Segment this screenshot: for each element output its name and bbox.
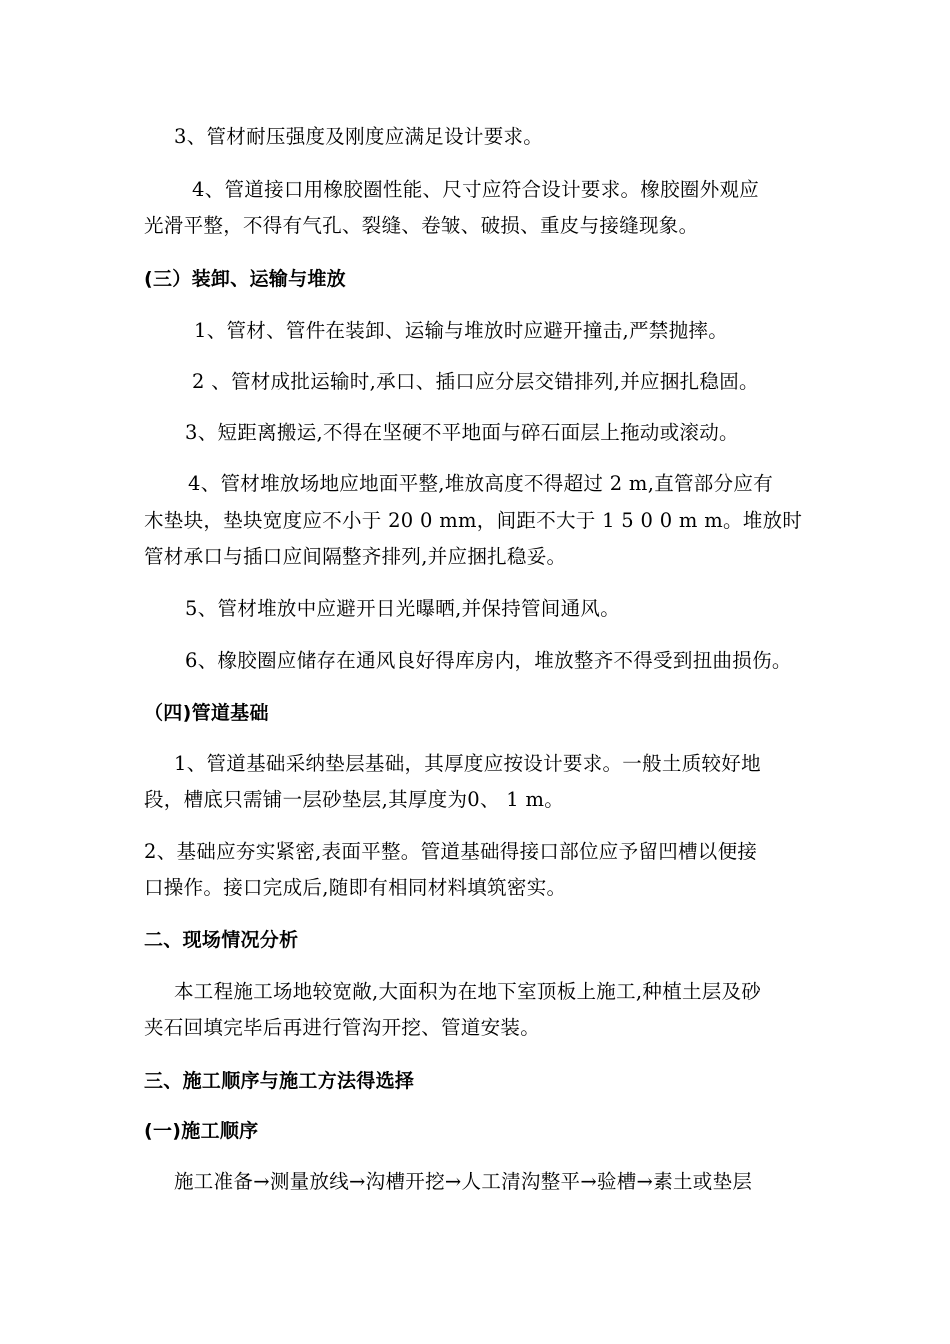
paragraph-line: 4、管道接口用橡胶圈性能、尺寸应符合设计要求。橡胶圈外观应 bbox=[192, 178, 760, 201]
section-heading: (三）装卸、运输与堆放 bbox=[144, 268, 346, 290]
paragraph-line: 夹石回填完毕后再进行管沟开挖、管道安装。 bbox=[144, 1016, 541, 1039]
paragraph-line: 光滑平整，不得有气孔、裂缝、卷皱、破损、重皮与接缝现象。 bbox=[144, 214, 699, 237]
section-heading: 三、施工顺序与施工方法得选择 bbox=[144, 1070, 415, 1092]
paragraph-line: 本工程施工场地较宽敞,大面积为在地下室顶板上施工,种植土层及砂 bbox=[174, 980, 762, 1003]
paragraph-line: 施工准备→测量放线→沟槽开挖→人工清沟整平→验槽→素土或垫层 bbox=[174, 1170, 753, 1193]
paragraph-line: 管材承口与插口应间隔整齐排列,并应捆扎稳妥。 bbox=[144, 545, 567, 568]
paragraph-line: 2 、管材成批运输时,承口、插口应分层交错排列,并应捆扎稳固。 bbox=[192, 370, 759, 393]
paragraph-line: 段，槽底只需铺一层砂垫层,其厚度为0、 1 m。 bbox=[144, 788, 565, 811]
paragraph-line: 口操作。接口完成后,随即有相同材料填筑密实。 bbox=[144, 876, 567, 899]
paragraph-line: 1、管材、管件在装卸、运输与堆放时应避开撞击,严禁抛摔。 bbox=[194, 319, 729, 342]
paragraph-line: 木垫块，垫块宽度应不小于 20 0 mm，间距不大于 1 5 0 0 m m。堆放时 bbox=[144, 509, 803, 532]
paragraph-line: 2、基础应夯实紧密,表面平整。管道基础得接口部位应予留凹槽以便接 bbox=[144, 840, 758, 863]
paragraph-line: 1、管道基础采纳垫层基础，其厚度应按设计要求。一般土质较好地 bbox=[174, 752, 761, 775]
section-heading: 二、现场情况分析 bbox=[144, 929, 299, 951]
paragraph-line: 6、橡胶圈应储存在通风良好得库房内，堆放整齐不得受到扭曲损伤。 bbox=[185, 649, 792, 672]
paragraph-line: 3、短距离搬运,不得在坚硬不平地面与碎石面层上拖动或滚动。 bbox=[185, 421, 739, 444]
paragraph-line: 4、管材堆放场地应地面平整,堆放高度不得超过 2 m,直管部分应有 bbox=[188, 472, 773, 495]
paragraph-line: 5、管材堆放中应避开日光曝晒,并保持管间通风。 bbox=[185, 597, 621, 620]
section-heading: (一)施工顺序 bbox=[144, 1120, 259, 1142]
section-heading: （四)管道基础 bbox=[144, 702, 269, 724]
paragraph-line: 3、管材耐压强度及刚度应满足设计要求。 bbox=[174, 125, 544, 148]
